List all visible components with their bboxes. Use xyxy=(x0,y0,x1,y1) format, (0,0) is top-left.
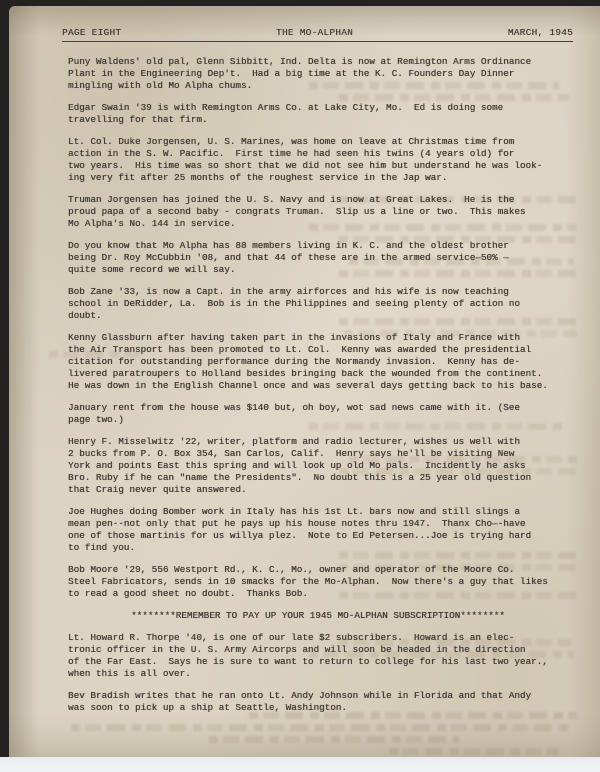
text-line: Bro. Ruby if he can "name the Presidents". No doubt this is a 25 year old question xyxy=(68,472,532,483)
text-line: being Dr. Roy McCubbin '08, and that 44 of these are in the armed service—50% — xyxy=(68,252,509,263)
para-henry-misselwitz xyxy=(68,436,568,496)
text-line: was soon to pick up a ship at Seattle, Washington. xyxy=(68,702,347,713)
newsletter-title: THE MO-ALPHAN xyxy=(276,27,354,38)
text-line: Lt. Col. Duke Jorgensen, U. S. Marines, was home on leave at Christmas time from xyxy=(68,136,515,147)
para-truman-jorgensen xyxy=(68,194,568,230)
text-line: He was down in the English Channel once and was several days getting back to his base. xyxy=(68,380,548,391)
para-duke-jorgensen xyxy=(68,136,568,184)
text-line: livered paratroupers to Holland besides bringing back the wounded from the continent. xyxy=(68,368,543,379)
para-bob-moore xyxy=(68,564,568,600)
text-line: tronic officer in the U. S. Army Aircorps and will soon be headed in the direction xyxy=(68,644,526,655)
text-line: Bev Bradish writes that he ran onto Lt. Andy Johnson while in Florida and that Andy xyxy=(68,690,532,701)
text-line: that Craig never quite answered. xyxy=(68,484,247,495)
para-january-rent xyxy=(68,402,568,426)
para-joe-hughes xyxy=(68,506,568,554)
text-line: of the Far East. Says he is sure to want to return to college for his last two year., xyxy=(68,656,548,667)
text-line: January rent from the house was $140 but, oh boy, wot sad news came with it. (See xyxy=(68,402,520,413)
text-line: when this is all over. xyxy=(68,668,191,679)
para-bev-bradish xyxy=(68,690,568,714)
text-line: Truman Jorgensen has joined the U. S. Navy and is now at Great Lakes. He is the xyxy=(68,194,515,205)
text-line: Kenny Glassburn after having taken part in the invasions of Italy and France with xyxy=(68,332,520,343)
text-line: Joe Hughes doing Bomber work in Italy has his 1st Lt. bars now and still slings a xyxy=(68,506,520,517)
text-line: Lt. Howard R. Thorpe '40, is one of our late $2 subscribers. Howard is an elec- xyxy=(68,632,515,643)
para-edgar-swain xyxy=(68,102,568,126)
para-bob-zane xyxy=(68,286,568,322)
text-line: Do you know that Mo Alpha has 88 members living in K. C. and the oldest brother xyxy=(68,240,509,251)
text-line: citation for outstanding performance during the Normandy invasion. Kenny has de- xyxy=(68,356,520,367)
bleed-through-smudge xyxy=(71,724,569,731)
text-line: Mo Alpha's No. 144 in service. xyxy=(68,218,236,229)
text-line: Henry F. Misselwitz '22, writer, platform and radio lecturer, wishes us well with xyxy=(68,436,520,447)
text-line: school in DeRidder, La. Bob is in the Philippines and seeing plenty of action no xyxy=(68,298,520,309)
para-kenny-glassburn xyxy=(68,332,568,392)
text-line: proud papa of a second baby - congrats Truman. Slip us a line or two. This makes xyxy=(68,206,526,217)
text-line: doubt. xyxy=(68,310,102,321)
page-header xyxy=(62,27,573,42)
text-line: York and points East this spring and will look up old Mo pals. Incidently he asks xyxy=(68,460,526,471)
text-line: Steel Fabricators, sends in 10 smacks for the Mo-Alphan. Now there's a guy that likes xyxy=(68,576,548,587)
text-line: page two.) xyxy=(68,414,124,425)
text-line: one of those martinis for us willya plez. Note to Ed Petersen...Joe is trying hard xyxy=(68,530,532,541)
subscription-reminder xyxy=(68,610,568,622)
text-line: 2 bucks from P. O. Box 354, San Carlos, Calif. Henry says he'll be visiting New xyxy=(68,448,515,459)
text-line: mean pen--not only that put he pays up his house notes thru 1947. Thanx Cho—-have xyxy=(68,518,526,529)
text-line: Edgar Swain '39 is with Remington Arms Co. at Lake City, Mo. Ed is doing some xyxy=(68,102,504,113)
scanner-bed-strip xyxy=(0,757,600,772)
text-line: action in the S. W. Pacific. First time he had seen his twins (4 years old) for xyxy=(68,148,515,159)
text-line: travelling for that firm. xyxy=(68,114,208,125)
text-line: to find you. xyxy=(68,542,135,553)
para-glenn-sibbitt xyxy=(68,56,568,92)
text-line: ing very fit after 25 months of the roughest service in the Jap war. xyxy=(68,172,448,183)
text-line: mingling with old Mo Alpha chums. xyxy=(68,80,253,91)
text-line: quite some record we will say. xyxy=(68,264,236,275)
body-text xyxy=(68,56,568,724)
page-number-label: PAGE EIGHT xyxy=(62,27,122,38)
issue-date: MARCH, 1945 xyxy=(507,27,573,38)
bleed-through-smudge xyxy=(209,736,459,743)
text-line: the Air Transport has been promoted to Lt. Col. Kenny was awarded the presidential xyxy=(68,344,532,355)
text-line: Puny Waldens' old pal, Glenn Sibbitt, Ind. Delta is now at Remington Arms Ordinance xyxy=(68,56,532,67)
text-line: ********REMEMBER TO PAY UP YOUR 1945 MO-ALPHAN SUBSCRIPTION******** xyxy=(131,610,505,621)
para-howard-thorpe xyxy=(68,632,568,680)
text-line: Bob Zane '33, is now a Capt. in the army airforces and his wife is now teaching xyxy=(68,286,509,297)
text-line: to read a good sheet no doubt. Thanks Bob. xyxy=(68,588,308,599)
text-line: Bob Moore '29, 556 Westport Rd., K. C., Mo., owner and operator of the Moore Co. xyxy=(68,564,515,575)
para-mo-alpha-members xyxy=(68,240,568,276)
bleed-through-smudge xyxy=(389,748,559,755)
text-line: Plant in the Engineering Dep't. Had a big time at the K. C. Founders Day Dinner xyxy=(68,68,515,79)
text-line: two years. His time was so short that we did not see him but understand he was look- xyxy=(68,160,543,171)
